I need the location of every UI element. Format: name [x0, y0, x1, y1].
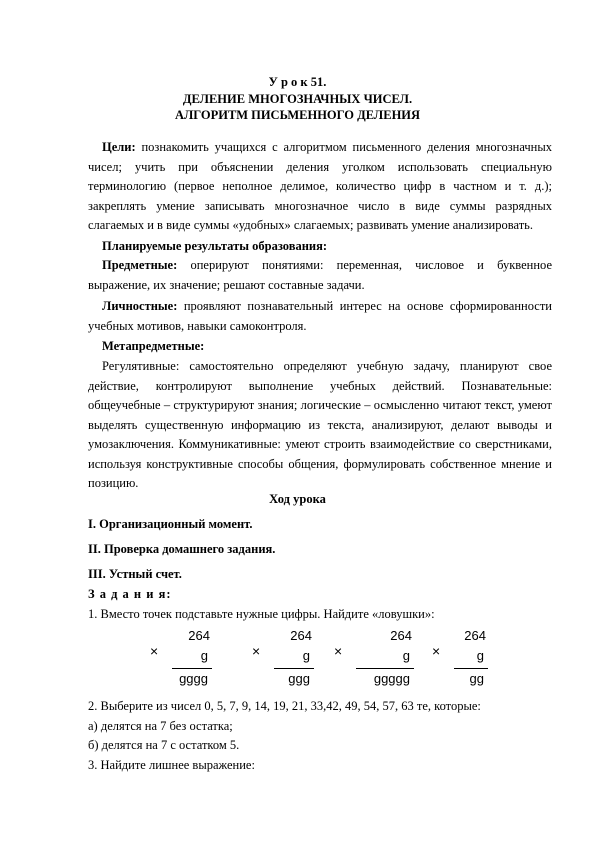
subject-results-paragraph [88, 256, 552, 295]
personal-text: проявляют познавательный интерес на основе сформированности учебных мотивов, навыки самоконтроля. [88, 299, 552, 333]
task-2b: б) делятся на 7 с остатком 5. [88, 738, 240, 752]
results-heading: Планируемые результаты образования: [102, 239, 328, 253]
course-heading: Ход урока [269, 492, 326, 506]
tasks-label: З а д а н и я: [88, 587, 172, 601]
times-sign: × [334, 643, 343, 659]
multiplier: g [200, 648, 208, 663]
task-3: 3. Найдите лишнее выражение: [88, 758, 255, 772]
goals-paragraph [88, 138, 552, 236]
multiplication-example [432, 628, 488, 690]
section-2: II. Проверка домашнего задания. [88, 542, 276, 556]
goals-text: познакомить учащихся с алгоритмом письменного деления многозначных чисел; учить при объяснении деления уголком использовать специальную терминологию (первое неполное делимое, количество цифр в частном и т. д.); закреплять умение записывать многозначное число в виде суммы разрядных слагаемых и в виде суммы «удобных» слагаемых; развивать умение анализировать. [88, 140, 552, 232]
personal-label: Личностные: [102, 299, 178, 313]
multiplicand: 264 [188, 628, 210, 643]
multiplier: g [402, 648, 410, 663]
result: ggggg [373, 671, 410, 686]
times-sign: × [432, 643, 441, 659]
goals-label: Цели: [102, 140, 136, 154]
multiplicand: 264 [390, 628, 412, 643]
multiplicand: 264 [290, 628, 312, 643]
subject-label: Предметные: [102, 258, 178, 272]
multiplication-example [334, 628, 414, 690]
multiplicand: 264 [464, 628, 486, 643]
multiplication-example [150, 628, 212, 690]
result: ggg [288, 671, 310, 686]
task-2: 2. Выберите из чисел 0, 5, 7, 9, 14, 19, 21, 33,42, 49, 54, 57, 63 те, которые: [88, 699, 481, 713]
results-heading-paragraph [88, 237, 552, 257]
lesson-number: У р о к 51. [268, 75, 327, 89]
times-sign: × [150, 643, 159, 659]
multiplier: g [302, 648, 310, 663]
result: gggg [179, 671, 208, 686]
meta-heading-paragraph [88, 337, 552, 357]
meta-label: Метапредметные: [102, 339, 205, 353]
lesson-title-line1: ДЕЛЕНИЕ МНОГОЗНАЧНЫХ ЧИСЕЛ. [182, 92, 413, 106]
multiplier: g [476, 648, 484, 663]
meta-text: Регулятивные: самостоятельно определяют учебную задачу, планируют свое действие, контролируют выполнение учебных действий. Познавательные: общеучебные – структурируют знания; логические – осмысленно читают текст, умеют выделять существенную информацию из текста, анализируют, делают выводы и умозаключения. Коммуникативные: умеют строить взаимодействие со сверстниками, используя конструктивные способы общения, формулировать собственное мнение и позицию. [88, 359, 552, 490]
times-sign: × [252, 643, 261, 659]
meta-text-paragraph [88, 357, 552, 494]
subject-text: оперируют понятиями: переменная, числовое и буквенное выражение, их значение; решают составные задачи. [88, 258, 552, 292]
result-line [172, 668, 212, 669]
task-1: 1. Вместо точек подставьте нужные цифры. Найдите «ловушки»: [88, 607, 435, 621]
result-line [356, 668, 414, 669]
result-line [454, 668, 488, 669]
task-2a: а) делятся на 7 без остатка; [88, 719, 233, 733]
lesson-title-line2: АЛГОРИТМ ПИСЬМЕННОГО ДЕЛЕНИЯ [174, 108, 421, 122]
result: gg [469, 671, 484, 686]
result-line [274, 668, 314, 669]
section-1: I. Организационный момент. [88, 517, 253, 531]
section-3: III. Устный счет. [88, 567, 182, 581]
personal-results-paragraph [88, 297, 552, 336]
multiplication-example [252, 628, 314, 690]
